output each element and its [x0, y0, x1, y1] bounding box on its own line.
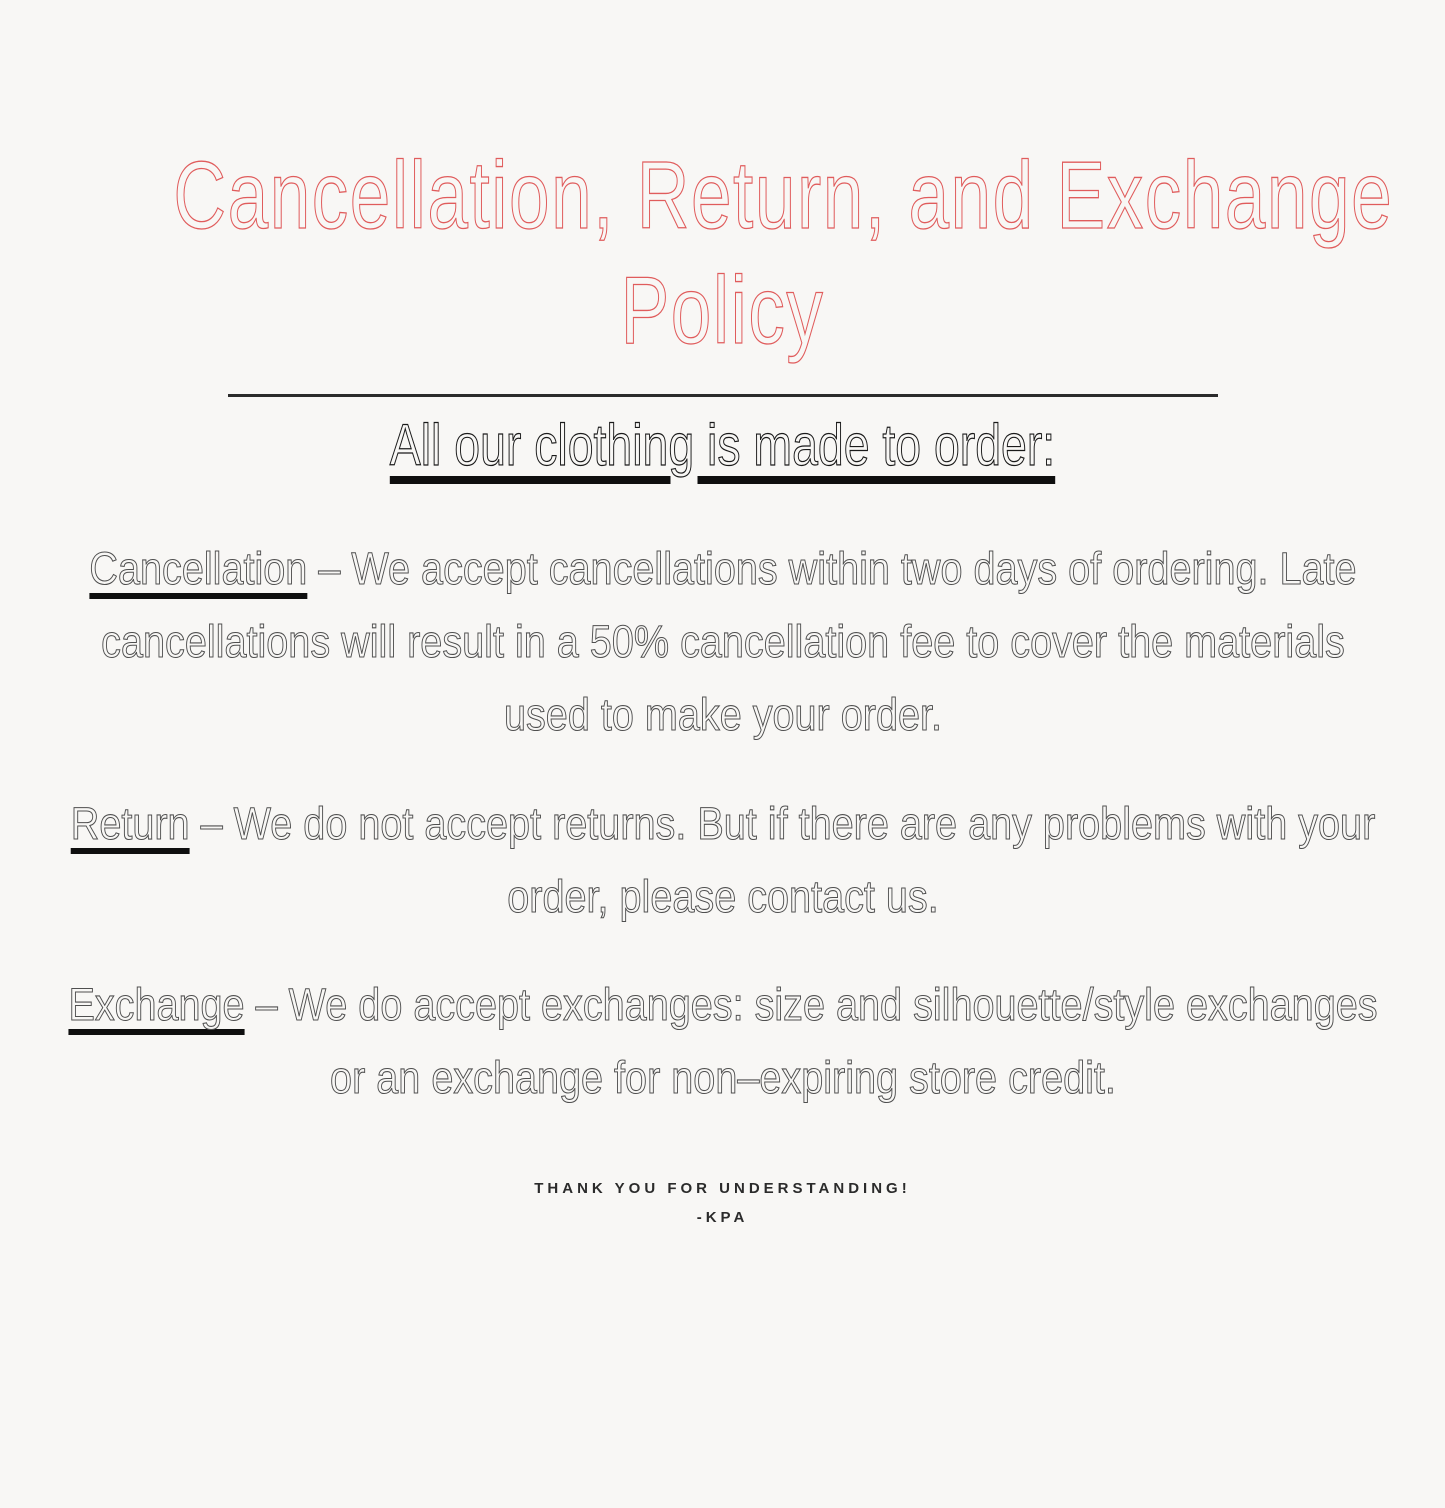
exchange-body-text: – We do accept exchanges: size and silhouette/style exchanges or an exchange for non–expiring store credit. [244, 979, 1378, 1104]
cancellation-body-text: – We accept cancellations within two days of ordering. Late cancellations will result in a 50% cancellation fee to cover the materials used to make your order. [101, 542, 1357, 740]
return-lead-word: Return [70, 797, 190, 849]
cancellation-policy-paragraph [63, 533, 1383, 752]
footer-signature: -KPA [696, 1208, 749, 1226]
footer [0, 1175, 1445, 1232]
subtitle [145, 411, 1301, 481]
return-body-text: – We do not accept returns. But if there are any problems with your order, please contact us. [189, 797, 1376, 922]
policy-sections [0, 533, 1445, 1115]
page-title [0, 138, 1445, 368]
page-title-line2: Policy [620, 257, 825, 365]
divider-line [228, 394, 1218, 397]
page-title-line1: Cancellation, Return, and Exchange [173, 142, 1394, 249]
subtitle-text: All our clothing is made to order: [389, 413, 1056, 479]
footer-thanks-text: THANK YOU FOR UNDERSTANDING! [534, 1180, 911, 1198]
cancellation-lead-word: Cancellation [89, 542, 308, 594]
exchange-policy-paragraph [63, 969, 1383, 1115]
policy-page [0, 138, 1445, 1508]
exchange-lead-word: Exchange [68, 979, 245, 1031]
return-policy-paragraph [63, 788, 1383, 934]
